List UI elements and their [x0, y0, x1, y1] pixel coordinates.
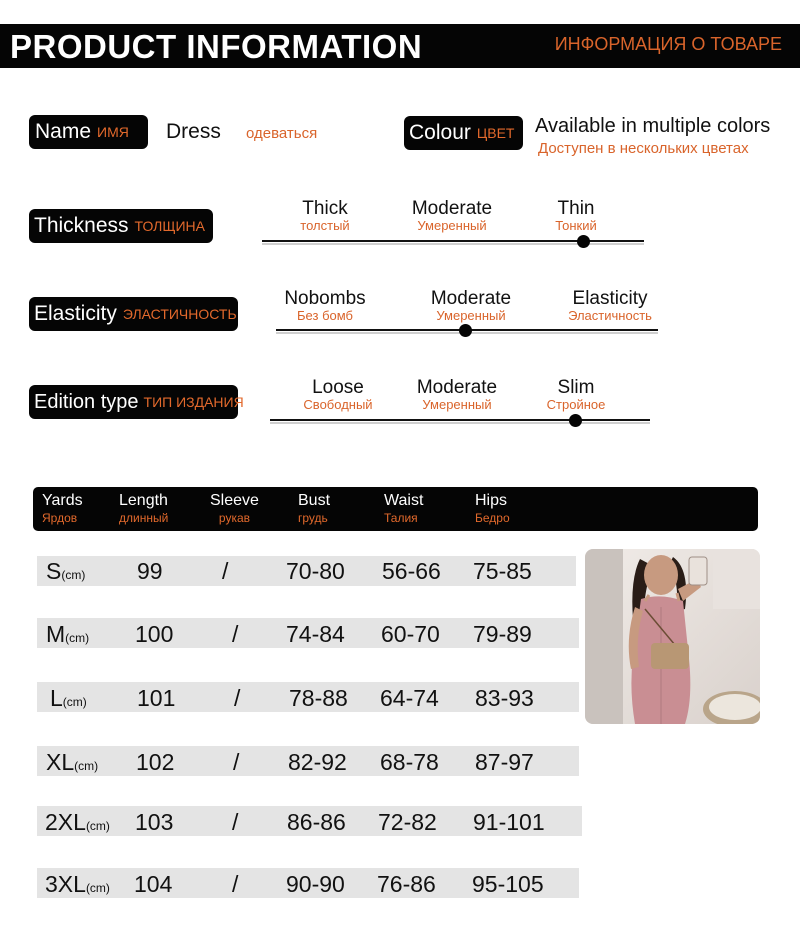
name-value-ru: одеваться: [246, 125, 318, 142]
bust-cell: 86-86: [287, 809, 346, 835]
length-cell: 104: [134, 871, 173, 897]
hips-cell: 95-105: [472, 871, 544, 897]
waist-cell: 72-82: [378, 809, 437, 835]
bust-cell: 82-92: [288, 749, 347, 775]
thickness-option-moderate: Moderate Умеренный: [411, 198, 493, 233]
sleeve-cell: /: [232, 809, 239, 835]
elasticity-option-nobombs: Nobombs Без бомб: [284, 288, 366, 323]
waist-cell: 76-86: [377, 871, 436, 897]
edition-option-loose: Loose Свободный: [303, 377, 373, 412]
edition-marker: [569, 414, 582, 427]
colour-value: Available in multiple colors: [535, 115, 771, 137]
header-hips: Hips Бедро: [475, 492, 510, 525]
length-cell: 103: [135, 809, 174, 835]
name-value: Dress: [166, 120, 221, 143]
sleeve-cell: /: [234, 685, 241, 711]
edition-scale: [270, 419, 650, 421]
dress-photo: [585, 549, 760, 724]
edition-type-label: Edition type ТИП ИЗДАНИЯ: [29, 385, 238, 419]
colour-value-ru: Доступен в нескольких цветах: [538, 140, 749, 157]
thickness-marker: [577, 235, 590, 248]
size-cell: S(cm): [46, 558, 86, 584]
header-yards: Yards Ярдов: [42, 492, 83, 525]
sleeve-cell: /: [233, 749, 240, 775]
bust-cell: 74-84: [286, 621, 345, 647]
waist-cell: 64-74: [380, 685, 439, 711]
bust-cell: 70-80: [286, 558, 345, 584]
length-cell: 100: [135, 621, 174, 647]
bust-cell: 78-88: [289, 685, 348, 711]
size-cell: 2XL(cm): [45, 809, 110, 835]
sleeve-cell: /: [232, 621, 239, 647]
sleeve-cell: /: [222, 558, 229, 584]
thickness-label: Thickness ТОЛЩИНА: [29, 209, 213, 243]
waist-cell: 60-70: [381, 621, 440, 647]
elasticity-label: Elasticity ЭЛАСТИЧНОСТЬ: [29, 297, 238, 331]
header-waist: Waist Талия: [384, 492, 424, 525]
edition-option-moderate: Moderate Умеренный: [416, 377, 498, 412]
hips-cell: 75-85: [473, 558, 532, 584]
size-cell: L(cm): [50, 685, 87, 711]
colour-label: Colour ЦВЕТ: [404, 116, 523, 150]
size-cell: 3XL(cm): [45, 871, 110, 897]
sleeve-cell: /: [232, 871, 239, 897]
length-cell: 99: [137, 558, 163, 584]
dress-photo-icon: [585, 549, 760, 724]
hips-cell: 83-93: [475, 685, 534, 711]
thickness-option-thick: Thick толстый: [300, 198, 350, 233]
size-cell: M(cm): [46, 621, 90, 647]
hips-cell: 87-97: [475, 749, 534, 775]
edition-option-slim: Slim Стройное: [546, 377, 606, 412]
header-length: Length длинный: [119, 492, 169, 525]
header-bust: Bust грудь: [298, 492, 331, 525]
bust-cell: 90-90: [286, 871, 345, 897]
waist-cell: 56-66: [382, 558, 441, 584]
hips-cell: 79-89: [473, 621, 532, 647]
elasticity-option-elasticity: Elasticity Эластичность: [568, 288, 652, 323]
elasticity-marker: [459, 324, 472, 337]
header-title-ru: ИНФОРМАЦИЯ О ТОВАРЕ: [554, 34, 782, 54]
hips-cell: 91-101: [473, 809, 545, 835]
size-cell: XL(cm): [46, 749, 99, 775]
header-title: PRODUCT INFORMATION: [10, 28, 423, 65]
elasticity-option-moderate: Moderate Умеренный: [430, 288, 512, 323]
length-cell: 102: [136, 749, 175, 775]
name-label: Name ИМЯ: [29, 115, 148, 149]
waist-cell: 68-78: [380, 749, 439, 775]
thickness-option-thin: Thin Тонкий: [555, 198, 597, 233]
length-cell: 101: [137, 685, 176, 711]
header-sleeve: Sleeve рукав: [210, 492, 259, 525]
